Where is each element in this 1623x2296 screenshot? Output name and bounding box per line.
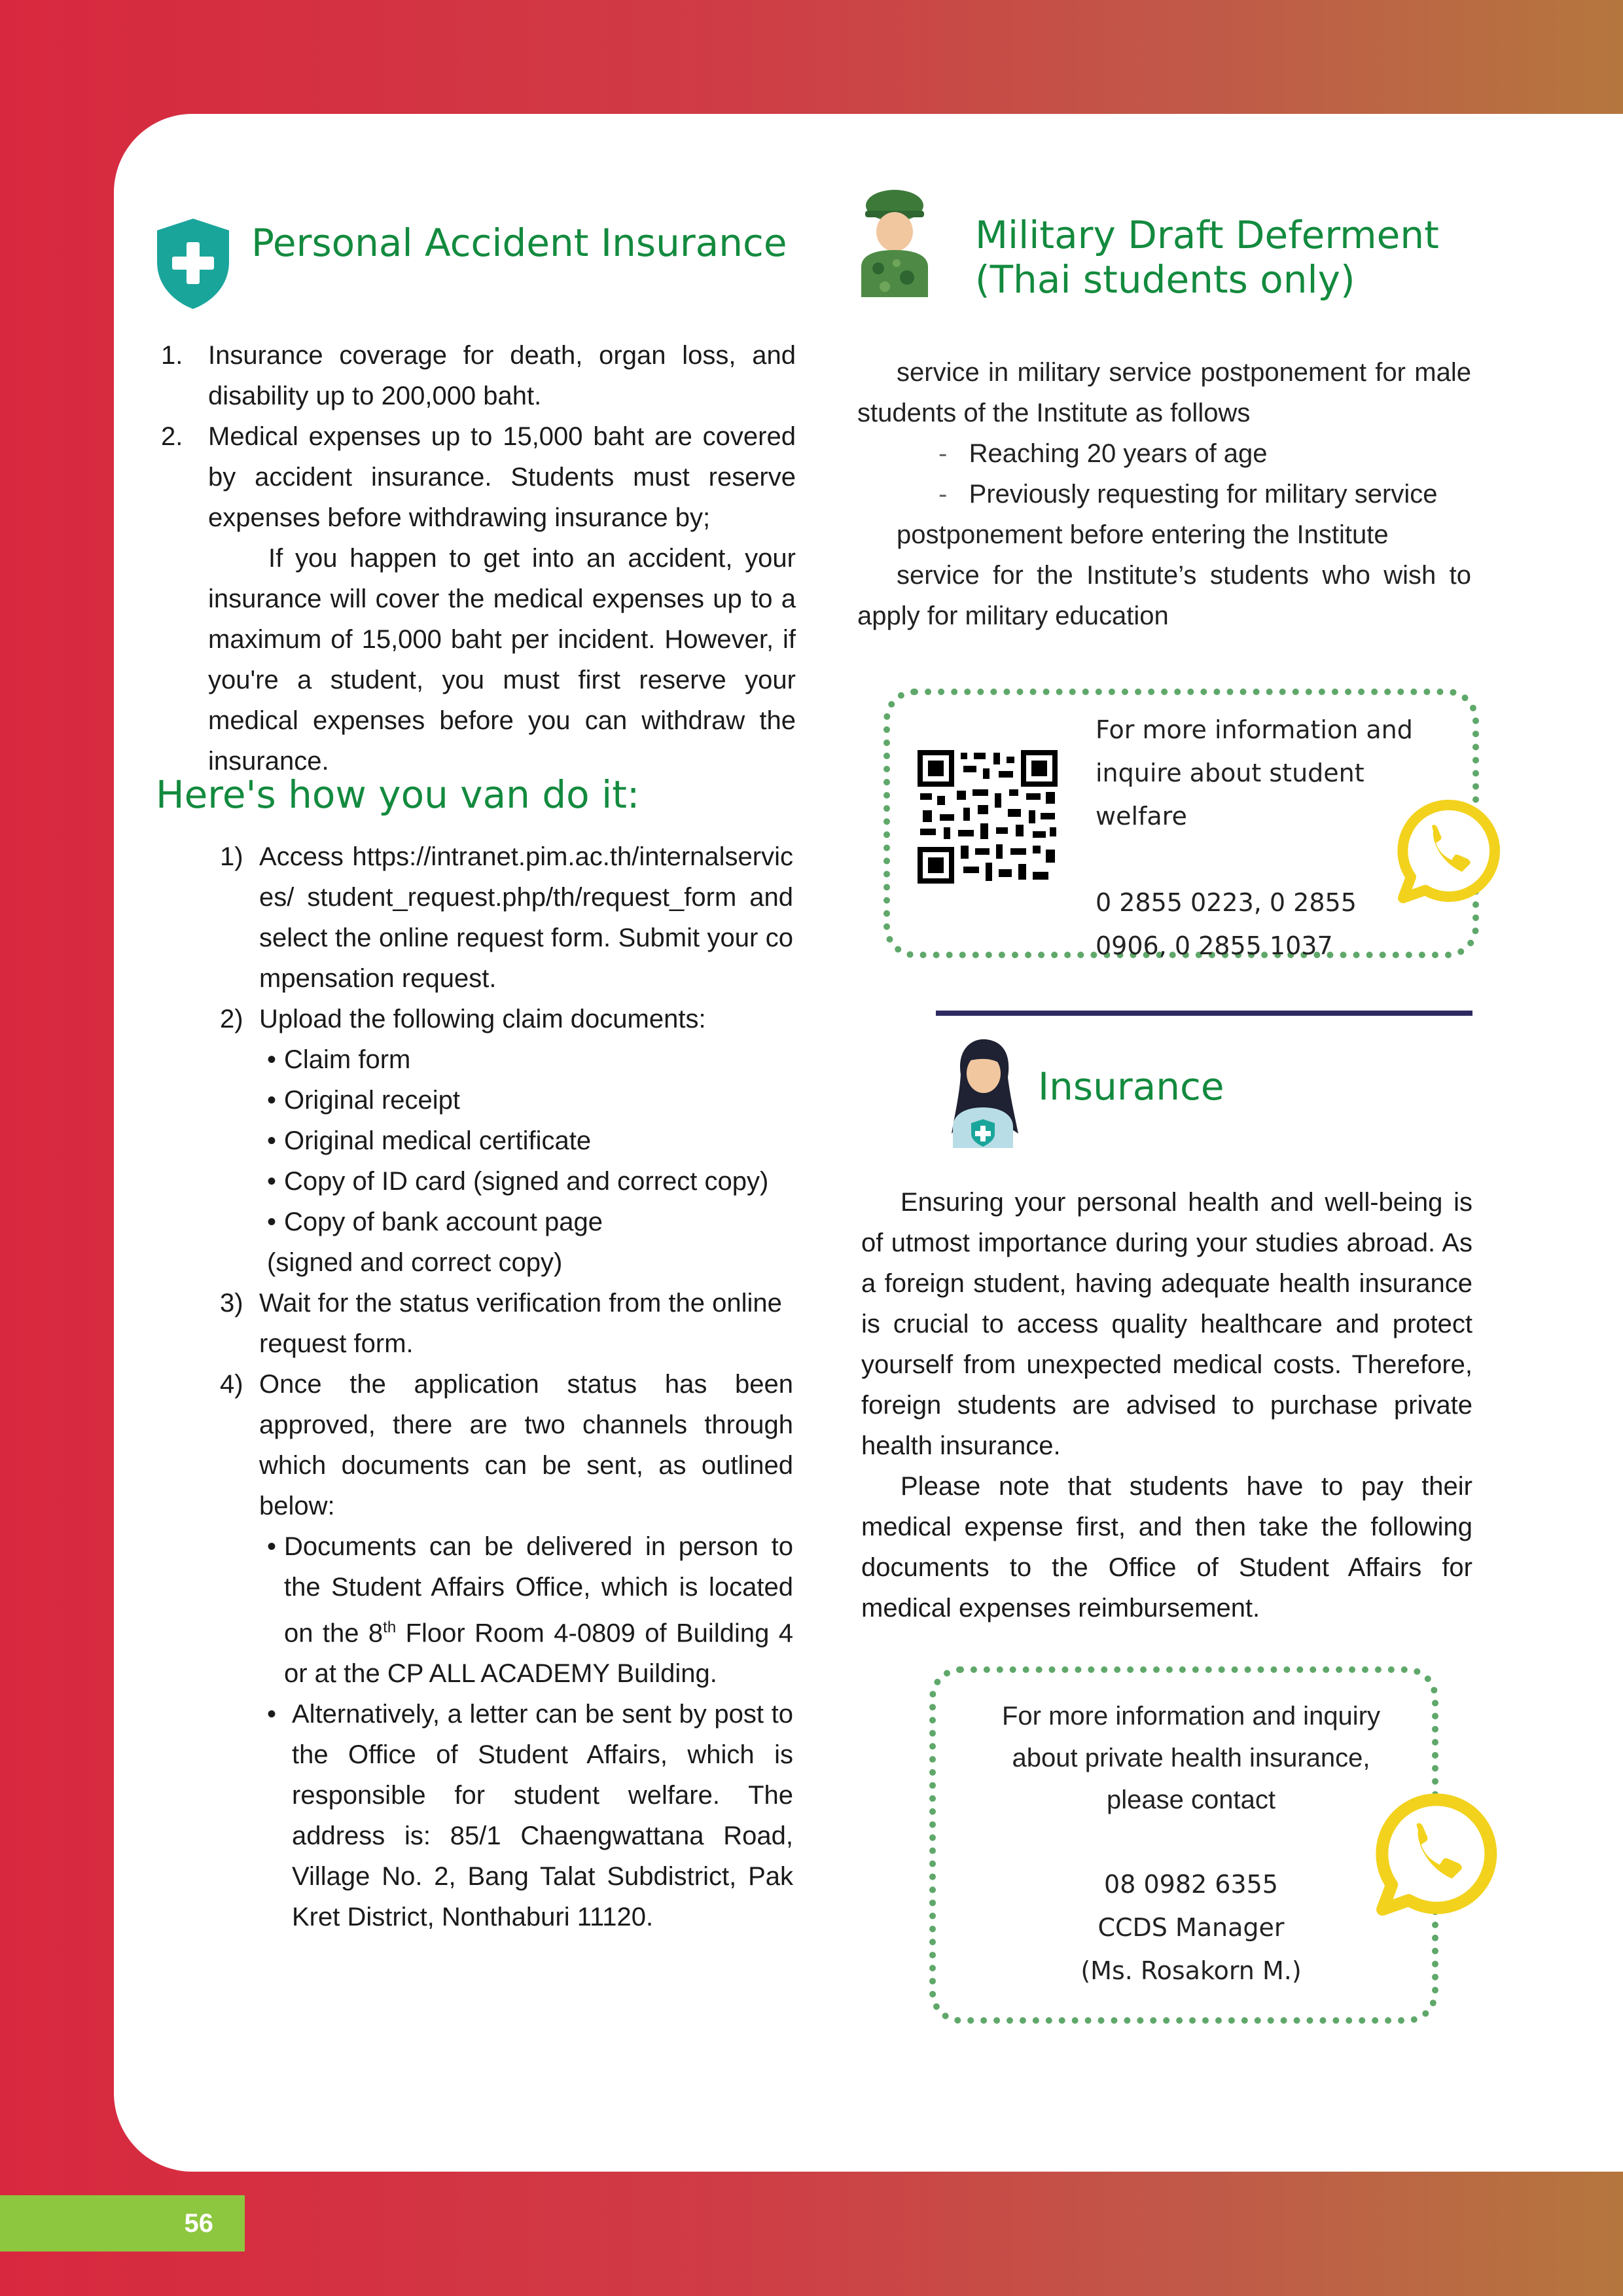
- document-item: • Original medical certificate: [267, 1121, 793, 1161]
- insurance-paragraph-2: Please note that students have to pay their medical expense first, and then take the following documents to the Office of Student Affairs for medical expenses reimbursement.: [861, 1472, 1472, 1623]
- how-to-steps: [220, 836, 793, 1937]
- shield-cross-icon: [153, 216, 233, 312]
- how-to-title: Here's how you van do it:: [156, 772, 640, 817]
- insurance-contact-line-2: about private health insurance,: [1012, 1744, 1370, 1772]
- insurance-contact-text: [942, 1695, 1440, 1992]
- insurance-contact-line-1: For more information and inquiry: [1001, 1702, 1381, 1731]
- military-outro: service for the Institute’s students who wish to apply for military education: [857, 561, 1471, 630]
- welfare-line-1: For more information and: [1096, 715, 1413, 744]
- military-line-3: postponement before entering the Institute: [897, 520, 1389, 549]
- military-title: [975, 213, 1499, 302]
- channel-item: • Documents can be delivered in person to the Student Affairs Office, which is located on the 8th Floor Room 4-0809 of Building 4 or at the CP ALL ACADEMY Building.: [267, 1526, 793, 1694]
- military-title-line1: Military Draft Deferment: [975, 213, 1439, 257]
- accident-paragraph: If you happen to get into an accident, your insurance will cover the medical expenses up to a maximum of 15,000 baht per incident. However, if you're a student, you must first reserve your medical expenses before you can withdraw the insurance.: [208, 544, 796, 776]
- welfare-phones-1: 0 2855 0223, 0 2855: [1096, 888, 1357, 917]
- documents-note: (signed and correct copy): [267, 1248, 563, 1277]
- step-item: 4) Once the application status has been approved, there are two channels through which documents can be sent, as outlined below: • Documents can be delivered in person to the Student Affairs Office, which is located on the 8th Floor Room 4-0809 of Building 4 or at the CP ALL ACADEMY Building. • Alternatively, a letter can be sent by post to the Office of Student Affairs, which is responsible for student welfare. The address is: 85/1 Chaengwattana Road, Village No. 2, Bang Talat Subdistrict, Pak Kret District, Nonthaburi 11120.: [220, 1364, 793, 1937]
- page-number: 56: [0, 2195, 245, 2251]
- military-dash-1: - Reaching 20 years of age: [938, 439, 1268, 468]
- step-item: 3) Wait for the status verification from the online request form.: [220, 1289, 782, 1358]
- document-item: • Original receipt: [267, 1080, 793, 1121]
- document-item: • Copy of bank account page: [267, 1202, 793, 1242]
- military-title-line2: (Thai students only): [975, 257, 1355, 302]
- accident-list: [161, 335, 796, 781]
- documents-list: [267, 1039, 793, 1242]
- nurse-icon: [946, 1035, 1020, 1148]
- military-body: [857, 352, 1471, 636]
- military-dash-2: - Previously requesting for military service: [938, 480, 1438, 509]
- soldier-icon: [859, 188, 931, 297]
- welfare-phones-2: 0906, 0 2855 1037: [1096, 931, 1333, 960]
- accident-title: Personal Accident Insurance: [251, 221, 787, 265]
- channel-item: • Alternatively, a letter can be sent by post to the Office of Student Affairs, which is responsible for student welfare. The address is: 85/1 Chaengwattana Road, Village No. 2, Bang Talat Subdistrict, Pak Kret District, Nonthaburi 11120.: [267, 1694, 793, 1937]
- phone-bubble-icon[interactable]: [1372, 1793, 1500, 1919]
- insurance-body: [861, 1182, 1472, 1628]
- insurance-title: Insurance: [1038, 1064, 1224, 1109]
- accident-item: 1. Insurance coverage for death, organ loss, and disability up to 200,000 baht.: [161, 341, 796, 410]
- accident-item: 2. Medical expenses up to 15,000 baht are covered by accident insurance. Students must reserve expenses before withdrawing insurance by;: [161, 422, 796, 532]
- insurance-contact-role: CCDS Manager: [1097, 1913, 1285, 1942]
- insurance-paragraph-1: Ensuring your personal health and well-being is of utmost importance during your studies abroad. As a foreign student, having adequate health insurance is crucial to access quality healthcare and protect yourself from unexpected medical costs. Therefore, foreign students are advised to purchase private health insurance.: [861, 1188, 1472, 1460]
- section-divider: [936, 1011, 1472, 1016]
- insurance-contact-name: (Ms. Rosakorn M.): [1080, 1956, 1302, 1985]
- insurance-contact-line-3: please contact: [1107, 1785, 1275, 1814]
- step-item: 2) Upload the following claim documents: • Claim form • Original receipt • Original medical certificate • Copy of ID card (signed and correct copy) • Copy of bank account page (signed and correct copy): [220, 999, 793, 1283]
- welfare-line-2: inquire about student welfare: [1096, 759, 1364, 831]
- military-intro: service in military service postponement for male students of the Institute as follows: [857, 358, 1471, 427]
- document-item: • Copy of ID card (signed and correct copy): [267, 1161, 793, 1202]
- document-item: • Claim form: [267, 1039, 793, 1080]
- step-item: 1) Access https://intranet.pim.ac.th/internalservices/ student_request.php/th/request_form and select the online request form. Submit your compensation request.: [220, 842, 793, 993]
- phone-bubble-icon[interactable]: [1394, 800, 1503, 906]
- insurance-contact-phone: 08 0982 6355: [1104, 1870, 1278, 1899]
- channels-list: [267, 1526, 793, 1937]
- qr-code: [918, 750, 1058, 884]
